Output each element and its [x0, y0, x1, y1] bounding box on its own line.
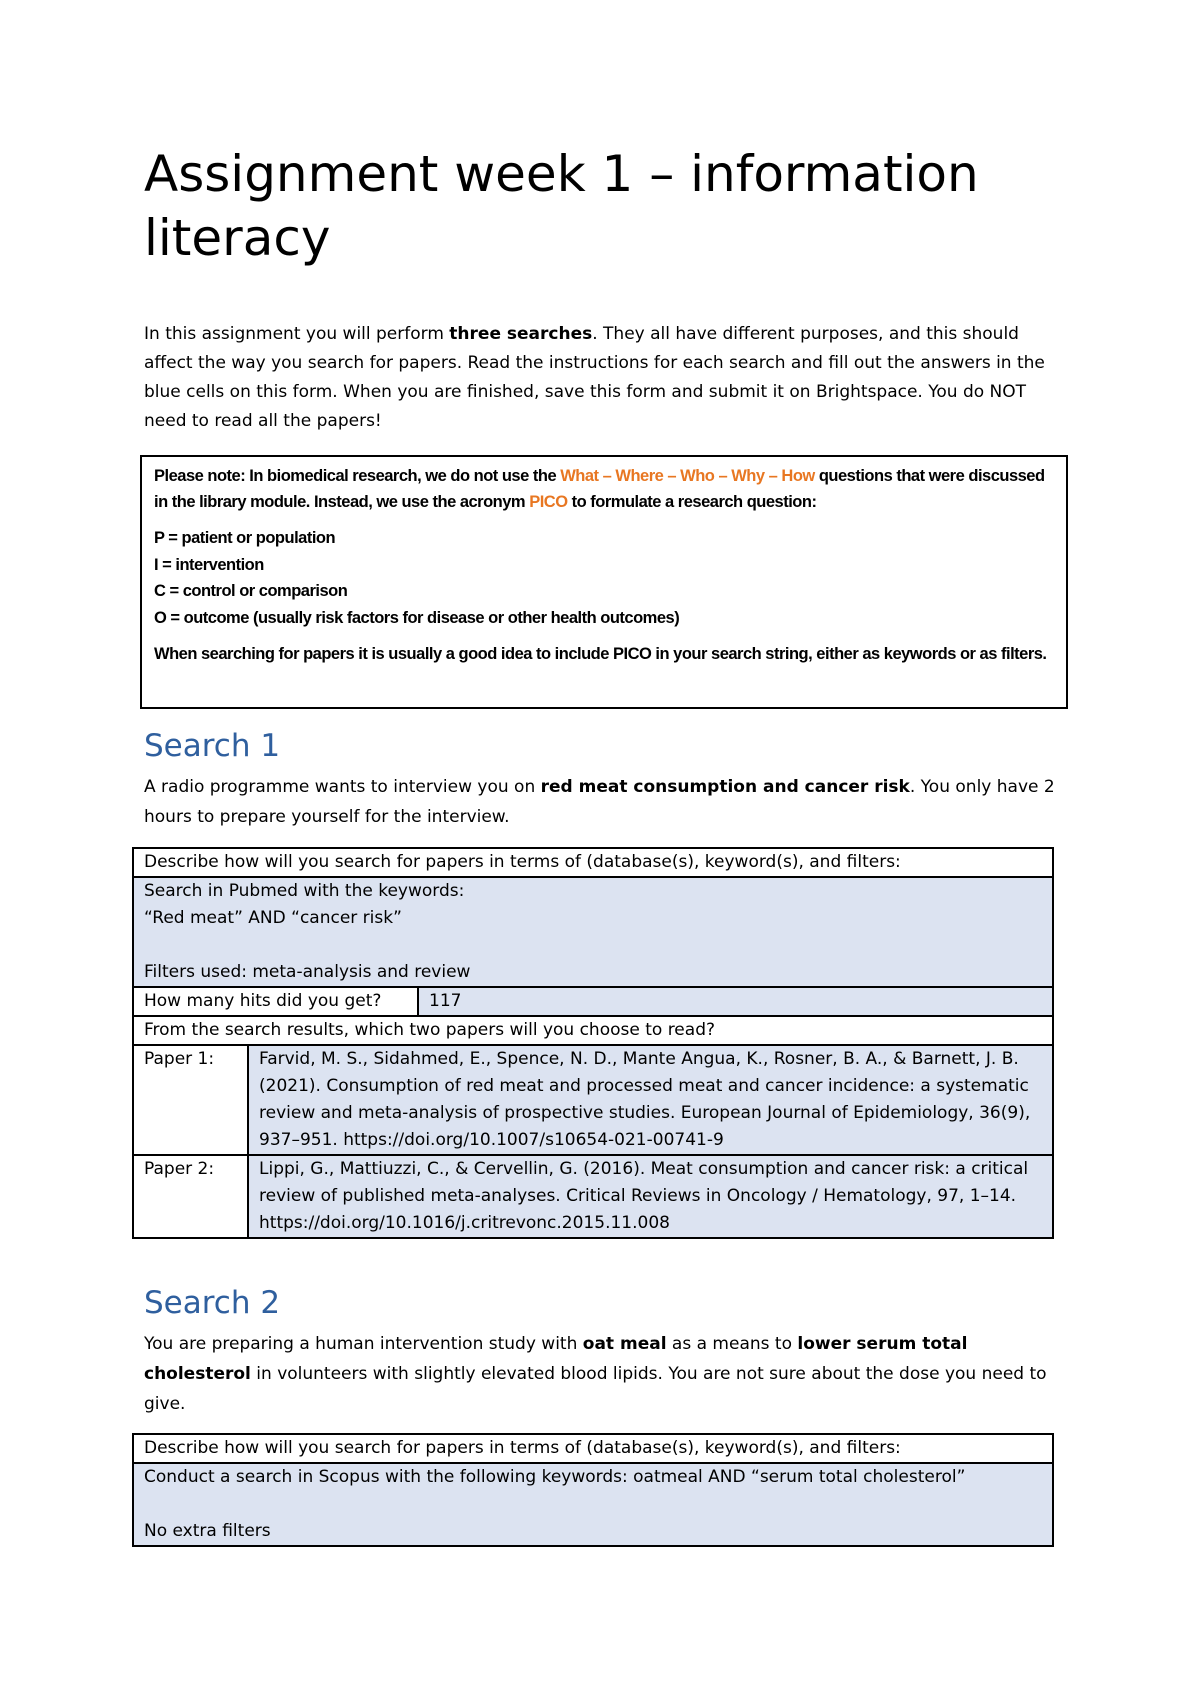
- intro-bold: three searches: [449, 324, 593, 344]
- note-paragraph-3: When searching for papers it is usually a good idea to include PICO in your search string, either as keywords or as filters.: [154, 645, 1047, 663]
- note-highlight-pico: PICO: [529, 493, 568, 511]
- intro-paragraph: [144, 320, 1056, 436]
- pico-list: [154, 525, 1054, 631]
- desc-text: . You only have 2 hours to prepare yourself for the interview.: [144, 777, 1055, 827]
- pico-item: O = outcome (usually risk factors for disease or other health outcomes): [154, 608, 680, 627]
- note-paragraph-1: [154, 463, 1054, 515]
- pico-item: I = intervention: [154, 555, 264, 574]
- pico-note-box: [140, 455, 1068, 709]
- desc-bold: red meat consumption and cancer risk: [540, 777, 910, 797]
- pico-item: P = patient or population: [154, 529, 336, 547]
- note-highlight-questions: What – Where – Who – Why – How: [560, 467, 815, 485]
- intro-text-1: In this assignment you will perform: [144, 324, 450, 344]
- search1-describe-answer[interactable]: Search in Pubmed with the keywords: “Red meat” AND “cancer risk” Filters used: meta-analysis and review: [133, 877, 1053, 987]
- search1-describe-question: Describe how will you search for papers in terms of (database(s), keyword(s), and filters:: [133, 848, 1053, 877]
- intro-text-2: . They all have different purposes, and this should affect the way you search for papers. Read the instructions for each search and fill out the answers in the blue cells on this form. When you are finished, save this form and submit it on Brightspace. You do NOT need to read all the papers!: [144, 324, 1045, 431]
- desc-text: in volunteers with slightly elevated blood lipids. You are not sure about the dose you need to give.: [144, 1364, 1047, 1414]
- note-text: questions that were discussed in the library module. Instead, we use the acronym: [154, 467, 1045, 511]
- pico-item: C = control or comparison: [154, 582, 348, 600]
- search1-form-table: [132, 847, 1054, 1239]
- search1-hits-question: How many hits did you get?: [133, 987, 418, 1016]
- paper2-answer[interactable]: Lippi, G., Mattiuzzi, C., & Cervellin, G. (2016). Meat consumption and cancer risk: a critical review of published meta-analyses. Critical Reviews in Oncology / Hematology, 97, 1–14. https://doi.org/10.1016/j.critrevonc.2015.11.008: [248, 1155, 1053, 1238]
- search2-description: [144, 1329, 1056, 1419]
- search2-describe-question: Describe how will you search for papers in terms of (database(s), keyword(s), and filters:: [133, 1434, 1053, 1463]
- document-title: Assignment week 1 – information literacy: [144, 145, 979, 267]
- desc-text: A radio programme wants to interview you on: [144, 777, 541, 797]
- desc-text: You are preparing a human intervention study with: [144, 1334, 583, 1354]
- paper2-label: Paper 2:: [133, 1155, 248, 1238]
- search1-description: [144, 772, 1056, 832]
- paper1-answer[interactable]: Farvid, M. S., Sidahmed, E., Spence, N. D., Mante Angua, K., Rosner, B. A., & Barnett, J. B. (2021). Consumption of red meat and processed meat and cancer incidence: a systematic review and meta-analysis of prospective studies. European Journal of Epidemiology, 36(9), 937–951. https://doi.org/10.1007/s10654-021-00741-9: [248, 1045, 1053, 1155]
- search2-form-table: [132, 1433, 1054, 1547]
- search1-papers-question: From the search results, which two papers will you choose to read?: [133, 1016, 1053, 1045]
- desc-bold: oat meal: [582, 1334, 667, 1354]
- note-text: to formulate a research question:: [567, 493, 817, 511]
- search2-describe-answer[interactable]: Conduct a search in Scopus with the following keywords: oatmeal AND “serum total cholesterol” No extra filters: [133, 1463, 1053, 1546]
- search1-heading: Search 1: [144, 728, 281, 764]
- paper1-label: Paper 1:: [133, 1045, 248, 1155]
- desc-bold: lower serum total cholesterol: [144, 1334, 968, 1384]
- search1-hits-answer[interactable]: 117: [418, 987, 1053, 1016]
- search2-heading: Search 2: [144, 1285, 281, 1321]
- note-text: Please note: In biomedical research, we do not use the: [154, 467, 561, 485]
- desc-text: as a means to: [666, 1334, 798, 1354]
